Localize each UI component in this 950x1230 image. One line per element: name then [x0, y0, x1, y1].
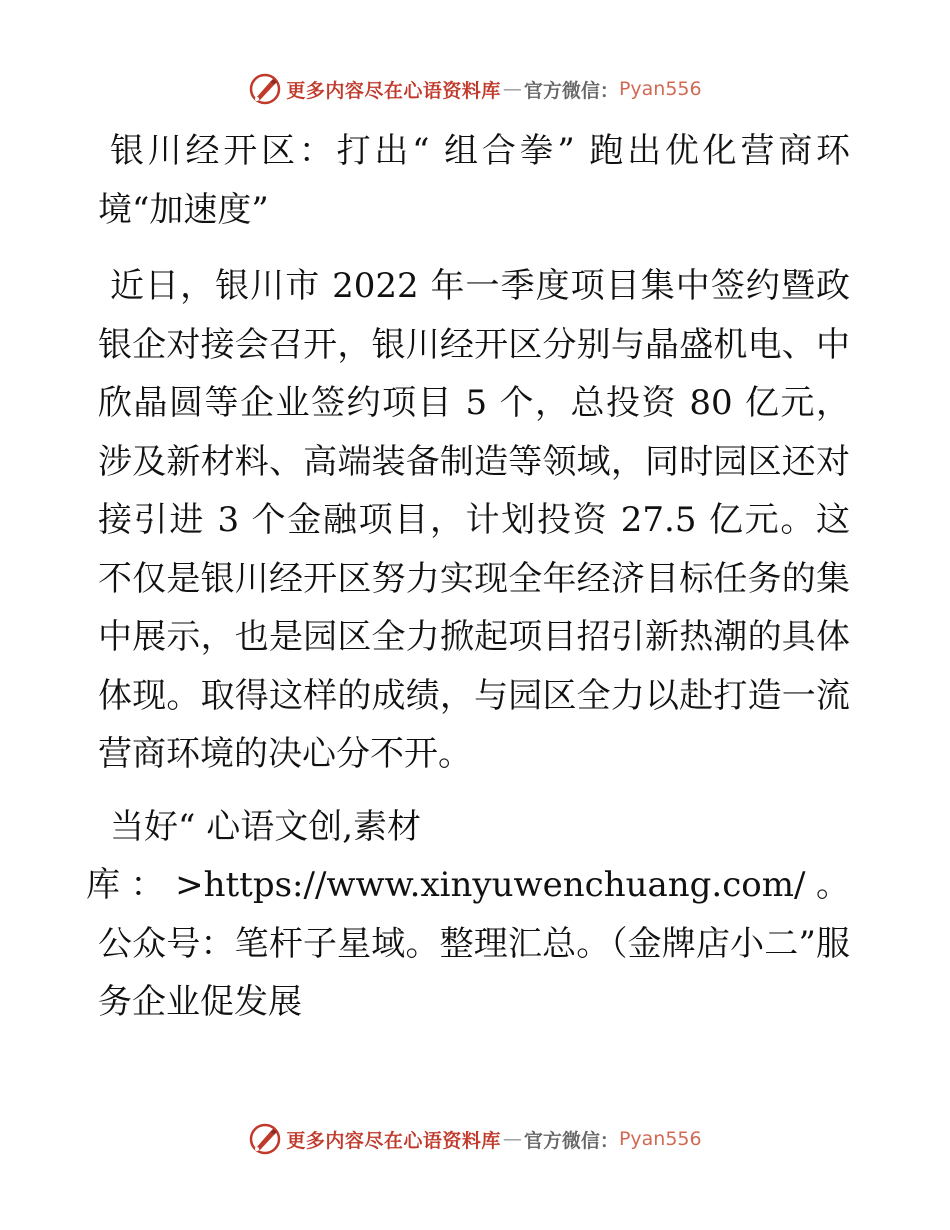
watermark-red-text: 更多内容尽在心语资料库 [286, 79, 501, 102]
watermark-red-text: 更多内容尽在心语资料库 [286, 1129, 501, 1152]
footer-watermark [0, 1122, 950, 1156]
article-title: 银川经开区：打出“ 组合拳” 跑出优化营商环境“加速度” [98, 131, 850, 230]
watermark-grey-text: 官方微信： [523, 79, 619, 102]
pen-circle-logo-icon [248, 1122, 282, 1156]
pen-circle-logo-icon [248, 72, 282, 106]
article-paragraph-2 [86, 798, 850, 1032]
article-paragraph-2-line-1: 当好“ 心语文创,素材 [110, 806, 421, 847]
article-paragraph-1: 近日，银川市 2022 年一季度项目集中签约暨政银企对接会召开，银川经开区分别与晶盛机电、中欣晶圆等企业签约项目 5 个，总投资 80 亿元，涉及新材料、高端装备制造等领域，同时园区还对接引进 3 个金融项目，计划投资 27.5 亿元。这不仅是银川经开区努力实现全年经济目标任务的集中展示，也是园区全力掀起项目招引新热潮的具体体现。取得这样的成绩，与园区全力以赴打造一流营商环境的决心分不开。 [98, 266, 850, 774]
article-paragraph-2-rest: 库：>https://www.xinyuwenchuang.com/。公众号：笔杆子星域。整理汇总。（金牌店小二”服务企业促发展 [86, 865, 850, 1022]
watermark-handle: Pyan556 [618, 78, 702, 100]
header-watermark [0, 72, 950, 106]
article-body [86, 122, 850, 1046]
watermark-dash: — [502, 78, 522, 100]
watermark-handle: Pyan556 [618, 1128, 702, 1150]
watermark-dash: — [502, 1128, 522, 1150]
watermark-grey-text: 官方微信： [523, 1129, 619, 1152]
